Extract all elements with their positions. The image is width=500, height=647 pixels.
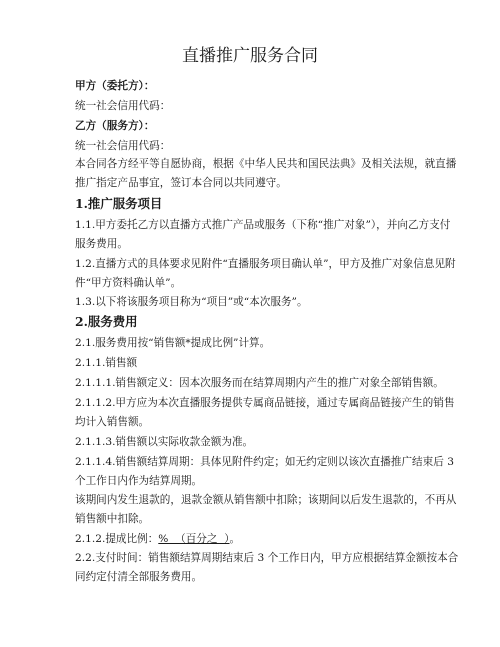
- commission-rate-blank: % （百分之 ）: [158, 533, 230, 545]
- clause-2-2-line-1: 2.2.支付时间：销售额结算周期结束后 3 个工作日内，甲方应根据结算金额按本合: [75, 552, 459, 564]
- clause-2-1-1-3: 2.1.1.3.销售额以实际收款金额为准。: [75, 436, 254, 448]
- clause-2-1-1: 2.1.1.销售额: [75, 357, 138, 369]
- clause-2-1-1-4-line-1: 2.1.1.4.销售额结算周期：具体见附件约定；如无约定则以该次直播推广结束后 3: [75, 456, 454, 468]
- clause-1-3: 1.3.以下将该服务项目称为“项目”或“本次服务”。: [75, 296, 308, 308]
- refund-line-2: 销售额中扣除。: [75, 513, 150, 525]
- party-a-label: 甲方（委托方）：: [75, 80, 155, 92]
- clause-1-2-line-2: 件“甲方资料确认单”。: [75, 277, 182, 289]
- party-b-label: 乙方（服务方）：: [75, 120, 155, 132]
- clause-1-1-line-2: 服务费用。: [75, 238, 128, 250]
- commission-rate-label: 2.1.2.提成比例：: [75, 533, 159, 545]
- section-1-heading: 1.推广服务项目: [75, 196, 163, 211]
- clause-2-2-line-2: 同约定付清全部服务费用。: [75, 571, 203, 583]
- commission-rate-end: 。: [229, 533, 241, 545]
- section-2-heading: 2.服务费用: [75, 314, 138, 329]
- party-b-credit-code: 统一社会信用代码：: [75, 140, 171, 152]
- refund-line-1: 该期间内发生退款的，退款金额从销售额中扣除；该期间以后发生退款的，不再从: [75, 494, 457, 506]
- intro-line-1: 本合同各方经平等自愿协商，根据《中华人民共和国民法典》及相关法规，就直播: [75, 158, 457, 170]
- document-title: 直播推广服务合同: [182, 46, 318, 66]
- clause-2-1-2: [75, 532, 240, 547]
- clause-1-2-line-1: 1.2.直播方式的具体要求见附件“直播服务项目确认单”，甲方及推广对象信息见附: [75, 258, 456, 270]
- party-a-credit-code: 统一社会信用代码：: [75, 100, 171, 112]
- clause-2-1: 2.1.服务费用按“销售额*提成比例”计算。: [75, 337, 271, 349]
- intro-line-2: 推广指定产品事宜，签订本合同以共同遵守。: [75, 177, 287, 189]
- clause-1-1-line-1: 1.1.甲方委托乙方以直播方式推广产品或服务（下称“推广对象”），并向乙方支付: [75, 219, 451, 231]
- clause-2-1-1-2-line-1: 2.1.1.2.甲方应为本次直播服务提供专属商品链接，通过专属商品链接产生的销售: [75, 397, 455, 409]
- clause-2-1-1-4-line-2: 个工作日内作为结算周期。: [75, 475, 203, 487]
- clause-2-1-1-1: 2.1.1.1.销售额定义：因本次服务而在结算周期内产生的推广对象全部销售额。: [75, 377, 444, 389]
- clause-2-1-1-2-line-2: 均计入销售额。: [75, 416, 150, 428]
